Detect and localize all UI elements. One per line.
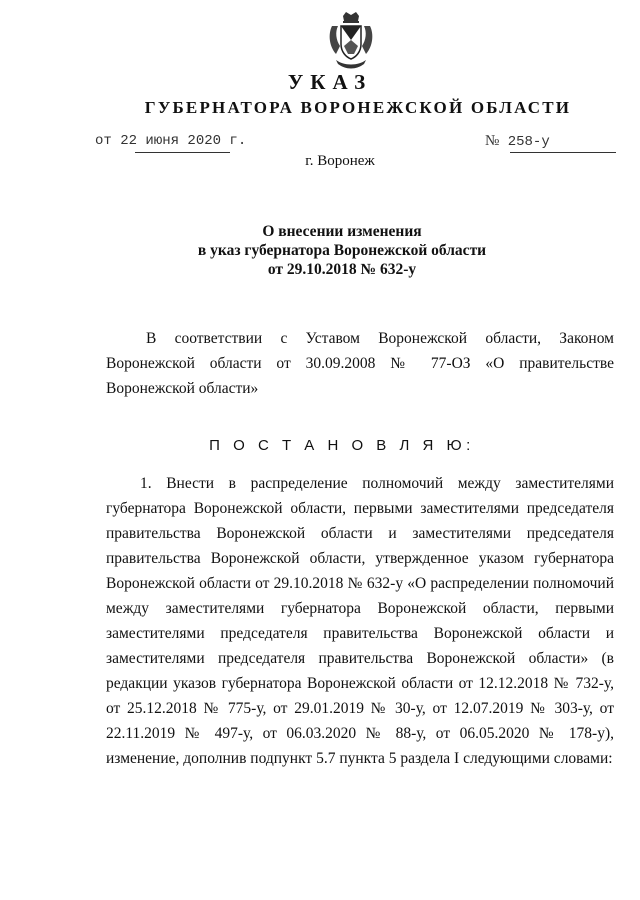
city-name: г. Воронеж [305, 153, 375, 169]
paragraph-1: 1. Внести в распределение полномочий между заместителями губернатора Воронежской области, первыми заместителями председателя правительства Воронежской области и заместителями председателя правительства Воронежской области, утвержденное указом губернатора Воронежской области от 29.10.2018 № 632-у «О распределении полномочий между заместителями губернатора Воронежской области, первыми заместителями председателя правительства Воронежской области и заместителями председателя правительства Воронежской области» (в редакции указов губернатора Воронежской области от 12.12.2018 № 732-у, от 25.12.2018 № 775-у, от 29.01.2019 № 30-у, от 12.07.2019 № 303-у, от 22.11.2019 № 497-у, от 06.03.2020 № 88-у, от 06.05.2020 № 178-у), изменение, дополнив подпункт 5.7 пункта 5 раздела I следующими словами: [106, 475, 614, 767]
document-subtitle: ГУБЕРНАТОРА ВОРОНЕЖСКОЙ ОБЛАСТИ [144, 98, 572, 117]
document-title: УКАЗ [287, 70, 373, 94]
date-value: 22 июня 2020 г. [120, 133, 247, 149]
subject-line-2: в указ губернатора Воронежской области [197, 242, 487, 259]
date-field [95, 133, 246, 149]
number-sign: № [485, 133, 500, 149]
subject-line-3: от 29.10.2018 № 632-у [267, 261, 417, 278]
emblem-svg [326, 10, 376, 72]
intro-paragraph: В соответствии с Уставом Воронежской области, Законом Воронежской области от 30.09.2008 № 77-ОЗ «О правительстве Воронежской области» [106, 330, 614, 397]
date-prefix: от [95, 133, 112, 149]
number-field [485, 133, 550, 150]
decree-subject [0, 222, 640, 279]
number-value: 258-у [507, 134, 550, 150]
decree-word: П О С Т А Н О В Л Я Ю: [209, 437, 475, 454]
subject-line-1: О внесении изменения [262, 223, 422, 240]
coat-of-arms-icon [326, 10, 376, 72]
